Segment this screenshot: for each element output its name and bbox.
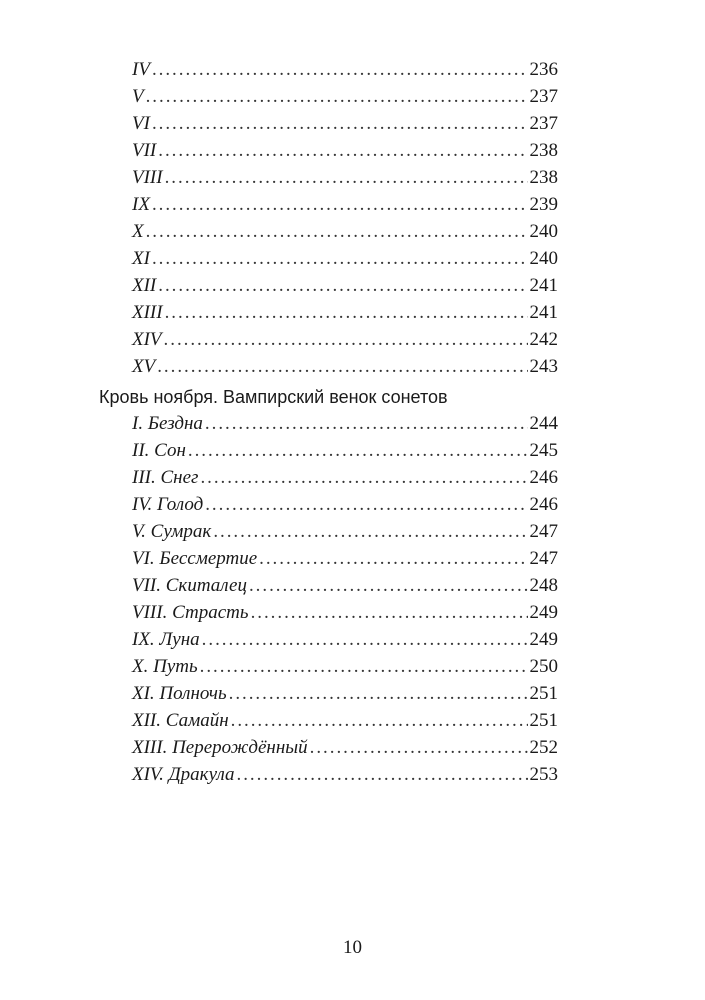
dot-leader	[157, 353, 527, 381]
toc-entry-title: XI. Полночь	[132, 683, 227, 704]
toc-entry	[132, 653, 558, 681]
toc-entry-title: X	[132, 221, 144, 242]
toc-entry-title: XIV	[132, 329, 162, 350]
toc-entry-title: I. Бездна	[132, 413, 203, 434]
dot-leader	[164, 326, 528, 354]
toc-entry-page: 241	[529, 302, 558, 323]
toc-entry-page: 252	[529, 737, 558, 758]
toc-entry	[132, 353, 558, 381]
toc-entry	[132, 437, 558, 465]
toc-entry-page: 253	[529, 764, 558, 785]
toc-entry	[132, 761, 558, 789]
section-heading: Кровь ноября. Вампирский венок сонетов	[99, 387, 448, 407]
dot-leader	[152, 245, 528, 273]
toc-entry	[132, 218, 558, 246]
toc-entry-page: 243	[529, 356, 558, 377]
toc-entry	[132, 137, 558, 165]
toc-entry	[132, 83, 558, 111]
toc-entry-page: 240	[529, 221, 558, 242]
toc-entry-title: V. Сумрак	[132, 521, 212, 542]
toc-entry-page: 238	[529, 140, 558, 161]
toc-entry-page: 237	[529, 86, 558, 107]
toc-entry-title: XI	[132, 248, 150, 269]
dot-leader	[310, 734, 528, 762]
toc-entry-page: 247	[529, 521, 558, 542]
dot-leader	[205, 491, 527, 519]
toc-entry	[132, 734, 558, 762]
toc-entry-title: IX	[132, 194, 150, 215]
toc-entry-title: X. Путь	[132, 656, 198, 677]
toc-entry	[132, 545, 558, 573]
toc-entry	[132, 164, 558, 192]
toc-entry-page: 240	[529, 248, 558, 269]
toc-entry-page: 245	[529, 440, 558, 461]
toc-entry	[132, 491, 558, 519]
toc-entry	[132, 518, 558, 546]
toc-entry-page: 238	[529, 167, 558, 188]
toc-entry-title: III. Снег	[132, 467, 199, 488]
dot-leader	[188, 437, 528, 465]
dot-leader	[202, 626, 528, 654]
toc-entry-page: 236	[529, 59, 558, 80]
toc-entry-page: 248	[529, 575, 558, 596]
toc-entry	[132, 626, 558, 654]
toc-entry-page: 246	[529, 494, 558, 515]
toc-entry	[132, 110, 558, 138]
toc-entry-title: V	[132, 86, 144, 107]
toc-entry-page: 251	[529, 683, 558, 704]
toc-entry-page: 244	[529, 413, 558, 434]
toc-entry	[132, 191, 558, 219]
toc-entry	[132, 326, 558, 354]
toc-entry-title: XII	[132, 275, 157, 296]
dot-leader	[200, 464, 527, 492]
dot-leader	[158, 272, 527, 300]
dot-leader	[229, 680, 528, 708]
dot-leader	[152, 191, 528, 219]
toc-entry-title: XV	[132, 356, 156, 377]
toc-entry-page: 249	[529, 602, 558, 623]
toc-entry-page: 239	[529, 194, 558, 215]
page-number: 10	[343, 937, 362, 958]
toc-entry-title: II. Сон	[132, 440, 186, 461]
toc-entry-page: 249	[529, 629, 558, 650]
toc-entry	[132, 245, 558, 273]
toc-entry	[132, 299, 558, 327]
toc-entry-title: IX. Луна	[132, 629, 200, 650]
toc-entry	[132, 56, 558, 84]
toc-entry-title: VII	[132, 140, 157, 161]
dot-leader	[231, 707, 528, 735]
dot-leader	[146, 83, 528, 111]
toc-entry-page: 242	[529, 329, 558, 350]
toc-entry-page: 247	[529, 548, 558, 569]
toc-entry-title: XIII. Перерождённый	[132, 737, 308, 758]
toc-entry-title: XIII	[132, 302, 163, 323]
dot-leader	[152, 56, 528, 84]
toc-entry-title: IV	[132, 59, 150, 80]
toc-entry-title: IV. Голод	[132, 494, 204, 515]
toc-entry	[132, 272, 558, 300]
dot-leader	[237, 761, 528, 789]
toc-entry	[132, 599, 558, 627]
toc-entry-title: VIII	[132, 167, 163, 188]
toc-entry	[132, 410, 558, 438]
dot-leader	[205, 410, 528, 438]
toc-entry-title: VIII. Страсть	[132, 602, 249, 623]
dot-leader	[165, 299, 528, 327]
toc-entry-page: 246	[529, 467, 558, 488]
dot-leader	[249, 572, 528, 600]
toc-entry	[132, 464, 558, 492]
dot-leader	[251, 599, 528, 627]
toc-entry-page: 241	[529, 275, 558, 296]
toc-entry-page: 250	[529, 656, 558, 677]
toc-entry-title: VII. Скиталец	[132, 575, 247, 596]
toc-entry-title: XIV. Дракула	[132, 764, 235, 785]
toc-entry-title: XII. Самайн	[132, 710, 229, 731]
dot-leader	[165, 164, 528, 192]
dot-leader	[259, 545, 527, 573]
dot-leader	[146, 218, 528, 246]
dot-leader	[200, 653, 528, 681]
toc-entry	[132, 707, 558, 735]
dot-leader	[152, 110, 528, 138]
toc-entry-page: 251	[529, 710, 558, 731]
toc-entry-title: VI. Бессмертие	[132, 548, 258, 569]
dot-leader	[158, 137, 527, 165]
dot-leader	[213, 518, 527, 546]
toc-entry	[132, 572, 558, 600]
toc-entry-title: VI	[132, 113, 150, 134]
toc-entry-page: 237	[529, 113, 558, 134]
toc-entry	[132, 680, 558, 708]
